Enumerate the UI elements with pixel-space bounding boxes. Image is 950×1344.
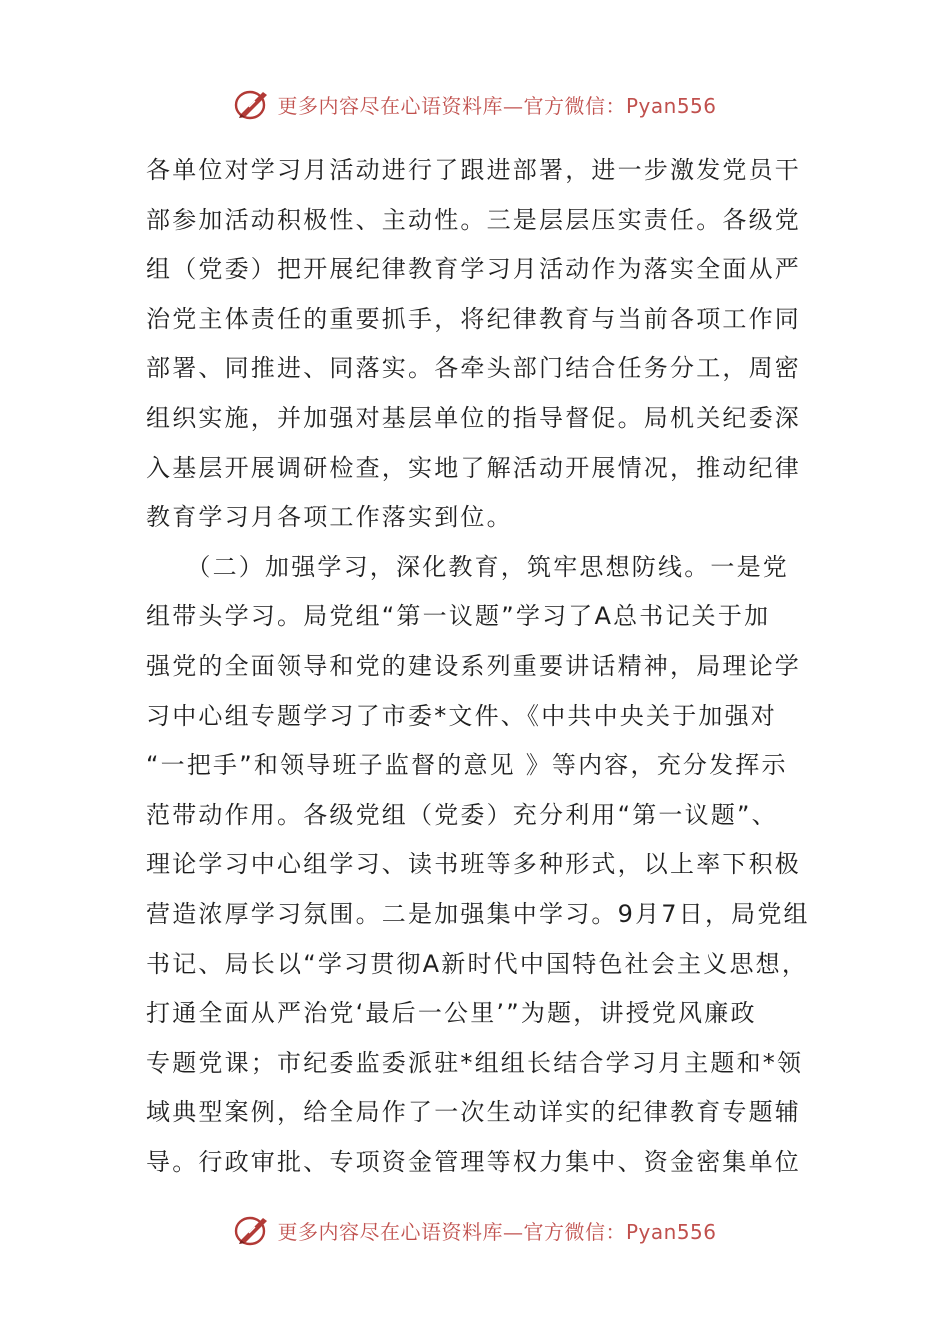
document-body [146,146,810,1187]
text-line: 组带头学习。局党组“第一议题”学习了A总书记关于加 [146,602,771,631]
text-line: 营造浓厚学习氛围。二是加强集中学习。9月7日，局党组 [146,899,810,928]
text-line: 部参加活动积极性、主动性。三是层层压实责任。各级党 [146,205,801,234]
text-line: （二）加强学习，深化教育，筑牢思想防线。一是党 [146,552,789,581]
wechat-id: Pyan556 [625,1219,717,1244]
text-line: 专题党课；市纪委监委派驻*组组长结合学习月主题和*领 [146,1048,804,1077]
text-line: 治党主体责任的重要抓手，将纪律教育与当前各项工作同 [146,304,801,333]
text-line: 范带动作用。各级党组（党委）充分利用“第一议题”、 [146,800,778,829]
banner-text: 更多内容尽在心语资料库—官方微信：Pyan556 [277,93,717,118]
text-line: 强党的全面领导和党的建设系列重要讲话精神，局理论学 [146,651,801,680]
header-banner [0,86,950,122]
pen-circle-logo-icon [233,1213,273,1247]
wechat-id: Pyan556 [625,93,717,118]
text-line: 打通全面从严治党‘最后一公里’”为题，讲授党风廉政 [146,999,757,1028]
text-line: 教育学习月各项工作落实到位。 [146,503,513,532]
text-line: 习中心组专题学习了市委*文件、《中共中央关于加强对 [146,701,777,730]
text-line: 组织实施，并加强对基层单位的指导督促。局机关纪委深 [146,403,801,432]
text-line: 入基层开展调研检查，实地了解活动开展情况，推动纪律 [146,453,801,482]
text-line: 理论学习中心组学习、读书班等多种形式，以上率下积极 [146,850,801,879]
text-line: 部署、同推进、同落实。各牵头部门结合任务分工，周密 [146,354,801,383]
text-line: “一把手”和领导班子监督的意见 》等内容，充分发挥示 [146,751,788,780]
banner-text: 更多内容尽在心语资料库—官方微信：Pyan556 [277,1219,717,1244]
text-line: 书记、局长以“学习贯彻A新时代中国特色社会主义思想， [146,949,809,978]
text-line: 导。行政审批、专项资金管理等权力集中、资金密集单位 [146,1147,801,1176]
text-line: 各单位对学习月活动进行了跟进部署，进一步激发党员干 [146,156,801,184]
pen-circle-logo-icon [233,87,273,121]
text-line: 域典型案例，给全局作了一次生动详实的纪律教育专题辅 [146,1098,801,1127]
footer-banner [0,1212,950,1248]
text-line: 组（党委）把开展纪律教育学习月活动作为落实全面从严 [146,255,801,284]
